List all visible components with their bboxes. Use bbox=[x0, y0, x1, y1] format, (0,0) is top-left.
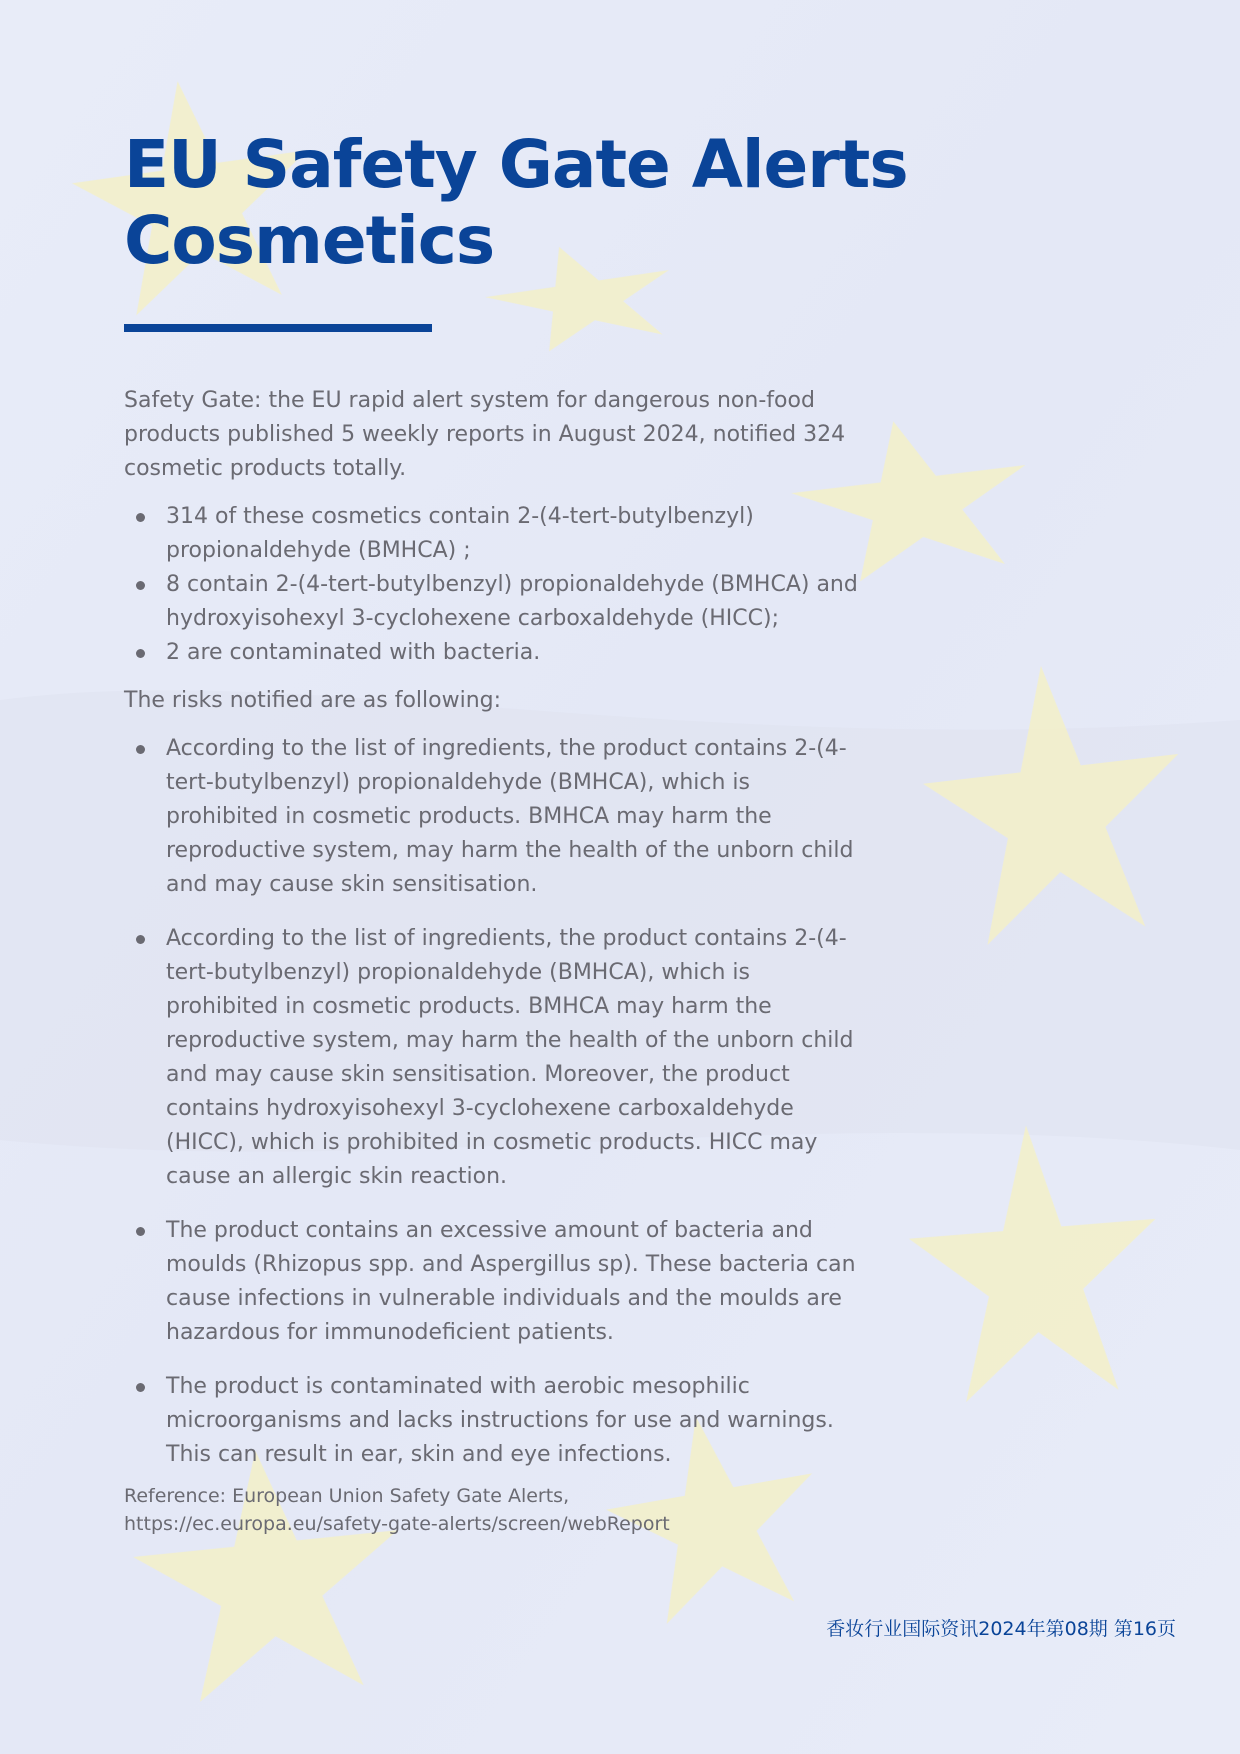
bullet-dot-icon bbox=[136, 513, 145, 522]
list-item-text: According to the list of ingredients, the product contains 2-(4-tert-butylbenzyl) propionaldehyde (BMHCA), which is prohibited in cosmetic products. BMHCA may harm the reproductive system, may harm the health of the unborn child and may cause skin sensitisation. bbox=[166, 736, 854, 897]
list-item-text: 8 contain 2-(4-tert-butylbenzyl) propionaldehyde (BMHCA) and hydroxyisohexyl 3-cyclohexene carboxaldehyde (HICC); bbox=[166, 572, 858, 631]
list-item bbox=[124, 922, 864, 1194]
bullet-dot-icon bbox=[136, 1227, 145, 1236]
list-item bbox=[124, 1370, 864, 1472]
list-item-text: The product is contaminated with aerobic mesophilic microorganisms and lacks instructions for use and warnings. This can result in ear, skin and eye infections. bbox=[166, 1374, 834, 1467]
list-item bbox=[124, 1214, 864, 1350]
list-item-text: According to the list of ingredients, the product contains 2-(4-tert-butylbenzyl) propionaldehyde (BMHCA), which is prohibited in cosmetic products. BMHCA may harm the reproductive system, may harm the health of the unborn child and may cause skin sensitisation. Moreover, the product contains hydroxyisohexyl 3-cyclohexene carboxaldehyde (HICC), which is prohibited in cosmetic products. HICC may cause an allergic skin reaction. bbox=[166, 926, 854, 1189]
bullet-dot-icon bbox=[136, 935, 145, 944]
reference-note bbox=[124, 1482, 864, 1538]
risks-heading: The risks notified are as following: bbox=[124, 688, 502, 713]
title-line-2: Cosmetics bbox=[124, 202, 495, 279]
list-item bbox=[124, 568, 864, 636]
page-title bbox=[124, 127, 1024, 279]
bullet-dot-icon bbox=[136, 581, 145, 590]
bullet-dot-icon bbox=[136, 1383, 145, 1392]
list-item bbox=[124, 732, 864, 902]
article-body bbox=[124, 384, 864, 1538]
list-item bbox=[124, 500, 864, 568]
title-line-1: EU Safety Gate Alerts bbox=[124, 126, 908, 203]
page-footer: 香妆行业国际资讯2024年第08期 第16页 bbox=[826, 1618, 1176, 1640]
title-underline-divider bbox=[124, 324, 432, 332]
bullet-dot-icon bbox=[136, 745, 145, 754]
list-item bbox=[124, 636, 864, 670]
reference-label: Reference: European Union Safety Gate Alerts, bbox=[124, 1485, 570, 1507]
intro-paragraph: Safety Gate: the EU rapid alert system for dangerous non-food products published 5 weekly reports in August 2024, notified 324 cosmetic products totally. bbox=[124, 388, 846, 481]
counts-list bbox=[124, 500, 864, 670]
reference-url: https://ec.europa.eu/safety-gate-alerts/screen/webReport bbox=[124, 1513, 670, 1535]
list-item-text: 314 of these cosmetics contain 2-(4-tert-butylbenzyl) propionaldehyde (BMHCA) ; bbox=[166, 504, 754, 563]
bullet-dot-icon bbox=[136, 649, 145, 658]
list-item-text: The product contains an excessive amount of bacteria and moulds (Rhizopus spp. and Aspergillus sp). These bacteria can cause infections in vulnerable individuals and the moulds are hazardous for immunodeficient patients. bbox=[166, 1218, 856, 1345]
list-item-text: 2 are contaminated with bacteria. bbox=[166, 640, 541, 665]
risks-list bbox=[124, 732, 864, 1472]
